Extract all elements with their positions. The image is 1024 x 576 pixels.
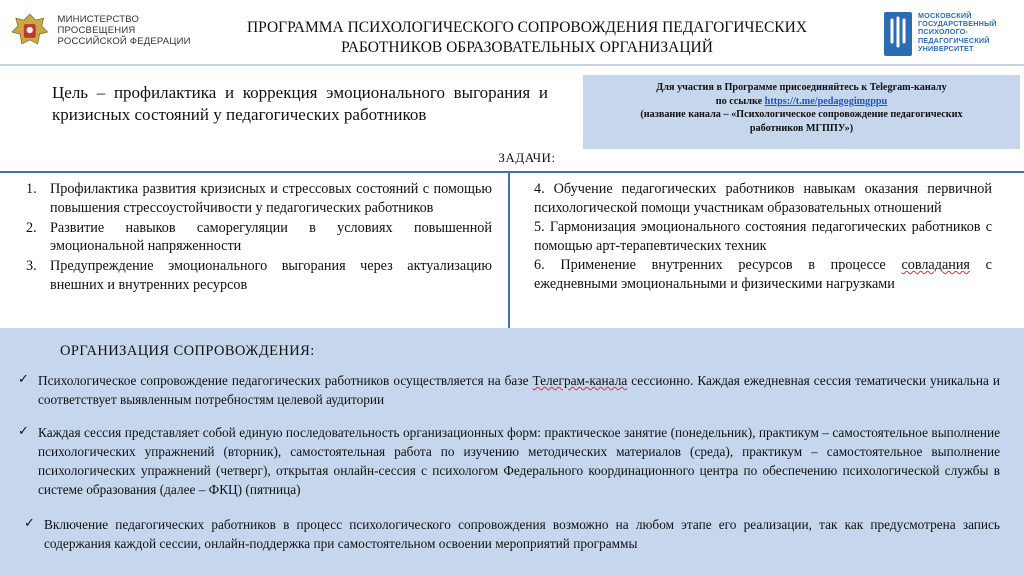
- university-line: УНИВЕРСИТЕТ: [918, 43, 974, 53]
- tasks-column-divider: [508, 172, 510, 328]
- task-item: 5. Гармонизация эмоционального состояния педагогических работников с помощью арт-терапевтических техник: [534, 219, 992, 254]
- paragraph-text: Психологическое сопровождение педагогических работников осуществляется на базе: [38, 373, 533, 388]
- university-logo-icon: [884, 12, 912, 56]
- task-number: 2.: [26, 219, 37, 236]
- tasks-list-right: [534, 180, 992, 294]
- task-item: [26, 180, 492, 217]
- task-item: [26, 219, 492, 256]
- goal-statement: Цель – профилактика и коррекция эмоционального выгорания и кризисных состояний у педагогических работников: [52, 83, 548, 124]
- tasks-divider-line: [0, 171, 1024, 173]
- tasks-heading: [0, 150, 1024, 166]
- task-item: [534, 256, 992, 293]
- tasks-list-left: [26, 180, 492, 296]
- checkmark-icon: ✓: [18, 372, 29, 387]
- task-text: Предупреждение эмоционального выгорания через актуализацию внешних и внутренних ресурсов: [50, 258, 492, 293]
- paragraph-text-spellcheck: Телеграм-канала: [532, 373, 628, 388]
- paragraph-text: сессионно. Каждая ежедневная сессия тематически уникальна и соответствует выявленным потребностям целевой аудитории: [38, 373, 1001, 407]
- task-item: [26, 257, 492, 294]
- telegram-info-box: [583, 75, 1020, 149]
- task-text: Профилактика развития кризисных и стрессовых состояний с помощью повышения стрессоустойчивости у педагогических работников: [50, 181, 492, 216]
- telegram-link-prefix: по ссылке: [715, 95, 765, 107]
- ministry-emblem-icon: [8, 10, 52, 50]
- task-text-spellcheck: совладания: [901, 257, 970, 273]
- university-line: МОСКОВСКИЙ: [918, 11, 972, 20]
- telegram-line-1: Для участия в Программе присоединяйтесь к Telegram-каналу: [656, 82, 947, 93]
- telegram-line-3: (название канала – «Психологическое сопровождение педагогических: [640, 109, 963, 120]
- task-text: 6. Применение внутренних ресурсов в процессе: [534, 257, 902, 273]
- task-number: 3.: [26, 258, 37, 274]
- program-title: [222, 18, 832, 58]
- ministry-name: [58, 14, 218, 47]
- organization-paragraph-1: [38, 371, 1000, 409]
- telegram-line-4: работников МГППУ»): [749, 122, 854, 134]
- organization-paragraph-2: Каждая сессия представляет собой единую последовательность организационных форм: практическое занятие (понедельник), практикум – самостоятельное выполнение психологических упражнений (вторник), самостоятельная работа по изучению методических материалов (среда), практикум – самостоятельное выполнение психологических упражнений (четверг), открытая онлайн-сессия с психологом Федерального координационного центра по обеспечению психологической службы в системе образования (далее – ФКЦ) (пятница): [38, 425, 1000, 497]
- telegram-line-2: [583, 95, 1020, 109]
- university-line: ПЕДАГОГИЧЕСКИЙ: [918, 35, 990, 45]
- program-title-line-1: ПРОГРАММА ПСИХОЛОГИЧЕСКОГО СОПРОВОЖДЕНИЯ ПЕДАГОГИЧЕСКИХ: [246, 19, 808, 36]
- university-name: [918, 12, 997, 53]
- tasks-heading-text: ЗАДАЧИ:: [498, 150, 556, 165]
- organization-heading: ОРГАНИЗАЦИЯ СОПРОВОЖДЕНИЯ:: [60, 343, 315, 359]
- telegram-link[interactable]: https://t.me/pedagogimgppu: [764, 95, 888, 107]
- university-logo-block: [884, 12, 1020, 56]
- university-line: ГОСУДАРСТВЕННЫЙ: [918, 19, 997, 29]
- task-number: 1.: [26, 181, 37, 197]
- program-title-line-2: РАБОТНИКОВ ОБРАЗОВАТЕЛЬНЫХ ОРГАНИЗАЦИЙ: [341, 39, 713, 56]
- ministry-line-2: РОССИЙСКОЙ ФЕДЕРАЦИИ: [57, 35, 191, 47]
- checkmark-icon: ✓: [18, 424, 29, 439]
- task-item: 4. Обучение педагогических работников навыкам оказания первичной психологической помощи участникам образовательных отношений: [534, 181, 992, 216]
- checkmark-icon: ✓: [24, 516, 35, 531]
- header-divider: [0, 64, 1024, 66]
- university-line: ПСИХОЛОГО-: [918, 27, 969, 37]
- ministry-line-1: МИНИСТЕРСТВО ПРОСВЕЩЕНИЯ: [57, 13, 140, 36]
- task-text: с ежедневными эмоциональными и физическими нагрузками: [534, 257, 992, 292]
- organization-paragraph-3: Включение педагогических работников в процесс психологического сопровождения возможно на любом этапе его реализации, так как предусмотрена запись содержания каждой сессии, онлайн-поддержка при самостоятельном освоении мероприятий программы: [44, 517, 1000, 551]
- task-text: Развитие навыков саморегуляции в условиях повышенной эмоциональной напряженности: [50, 219, 492, 254]
- ministry-logo-block: [8, 10, 218, 50]
